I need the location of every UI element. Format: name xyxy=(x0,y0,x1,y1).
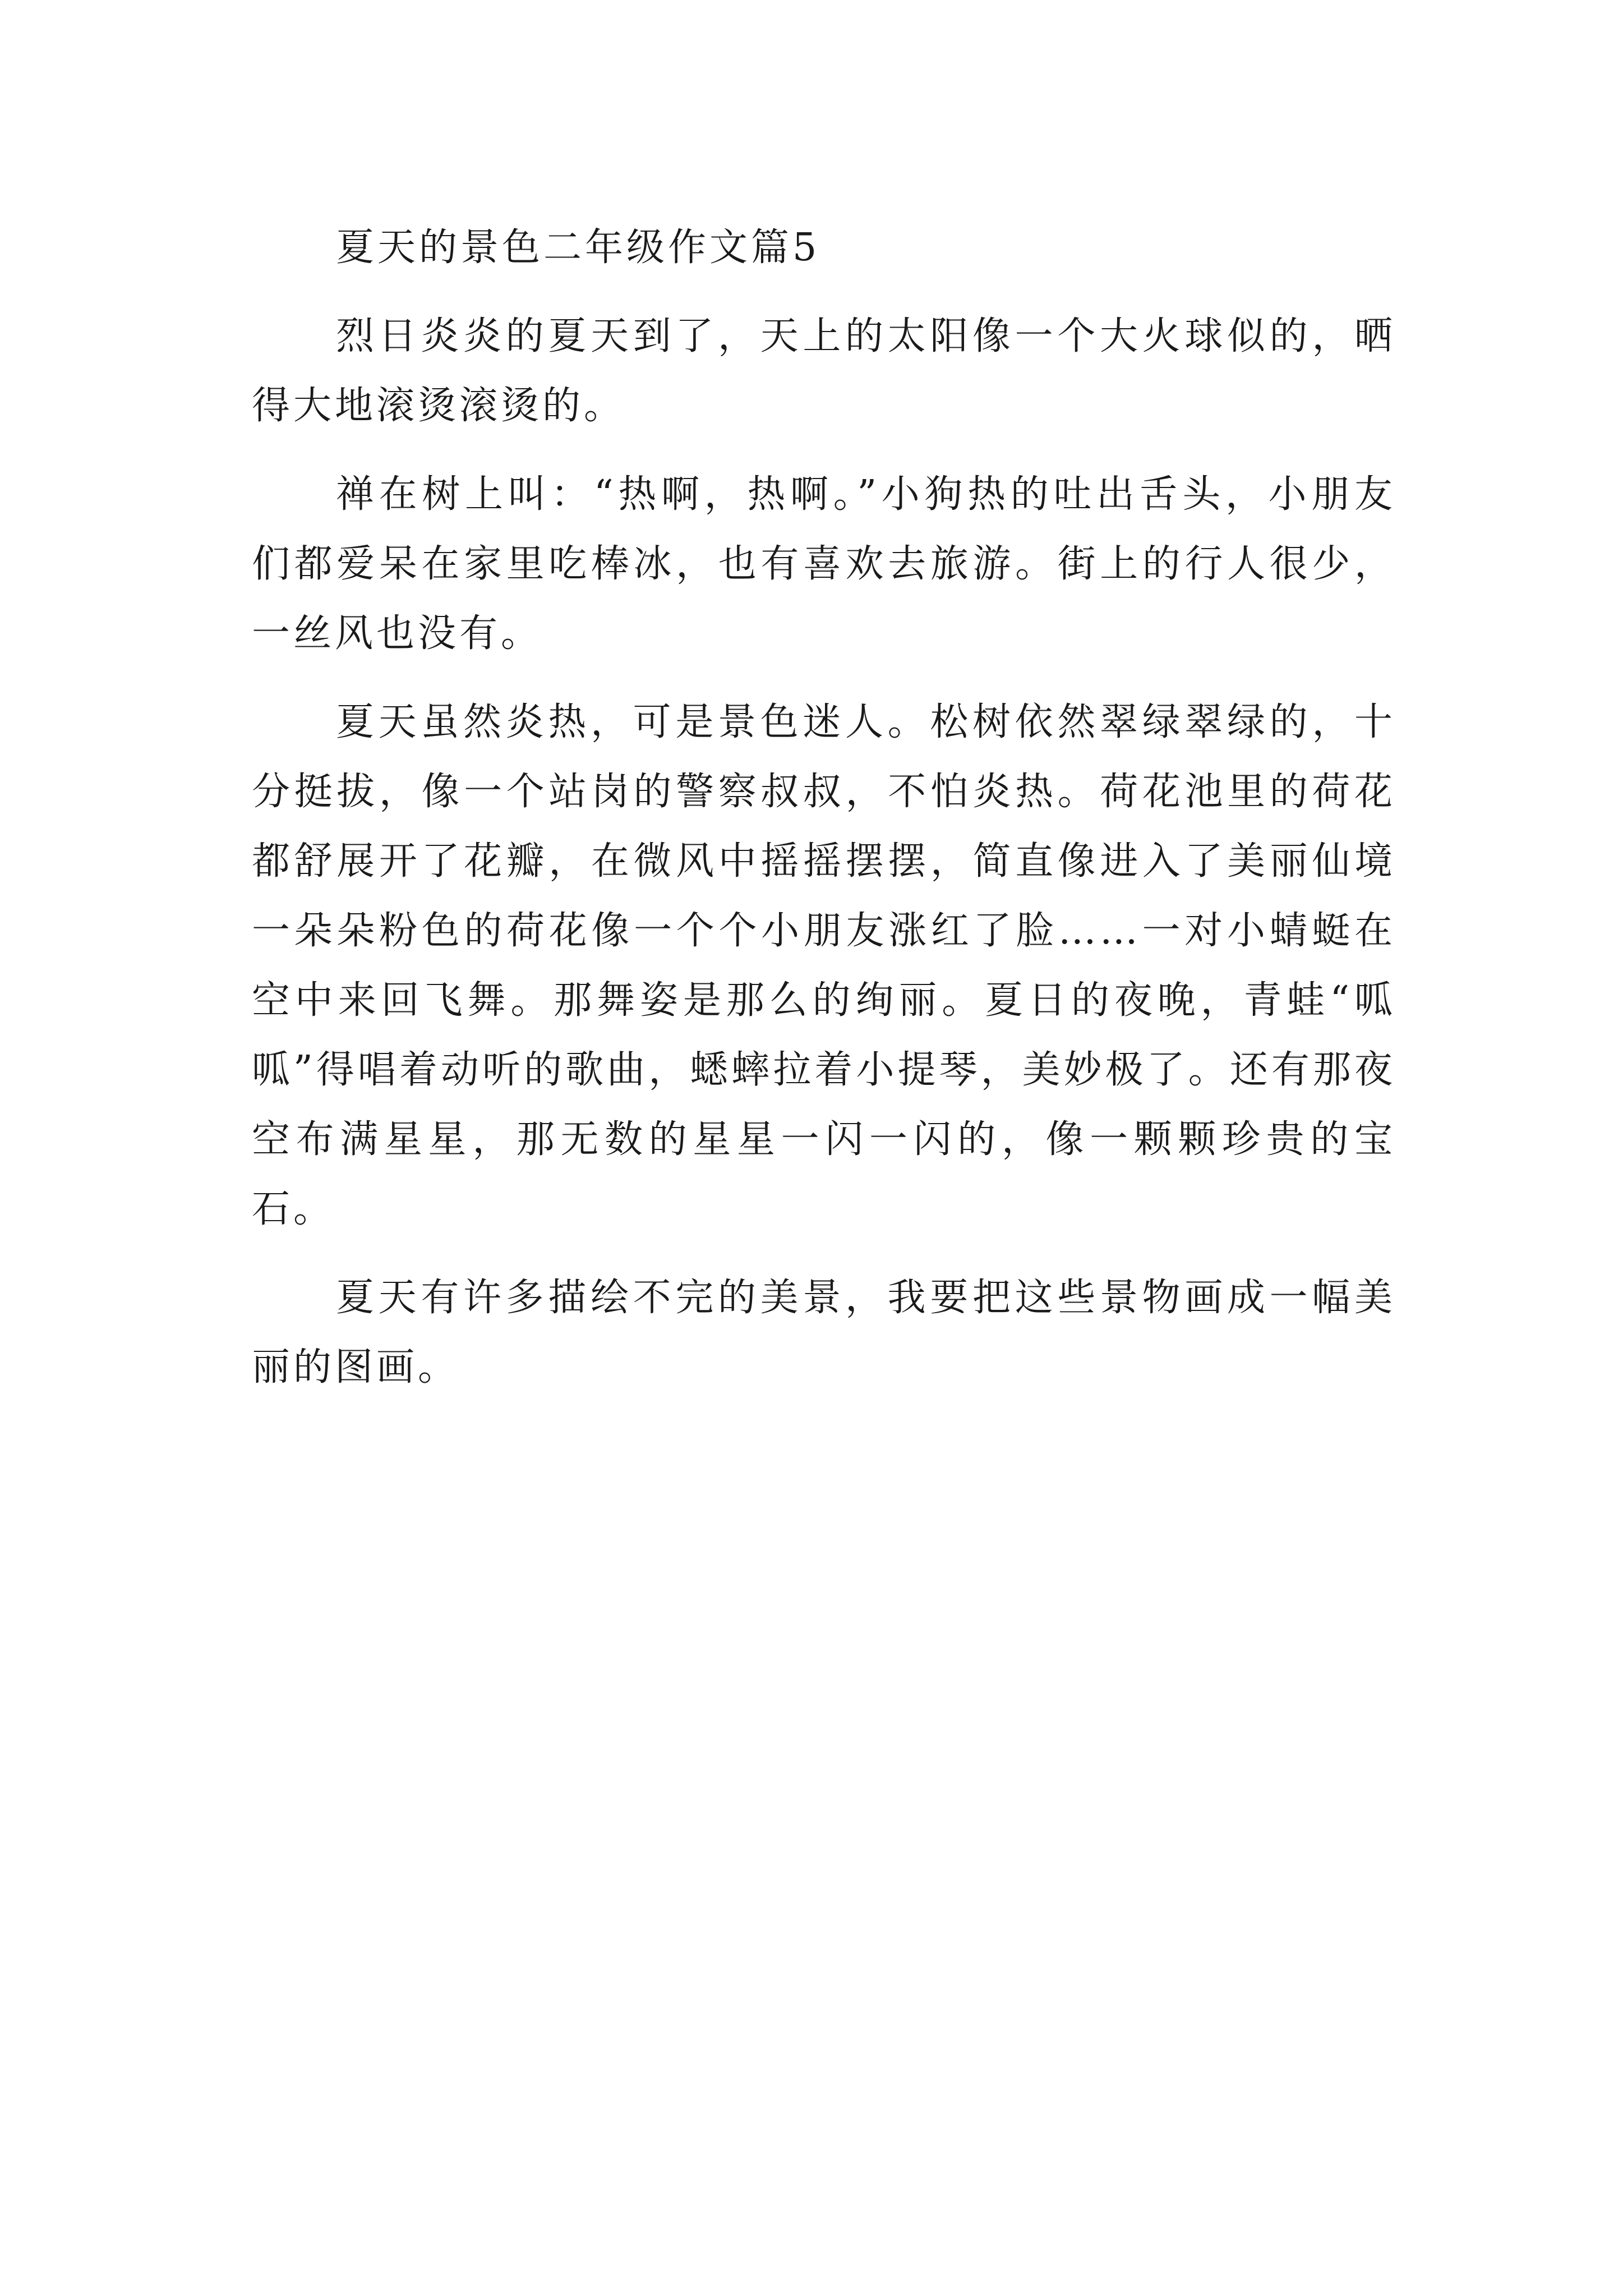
paragraph-2: 禅在树上叫：“热啊，热啊。”小狗热的吐出舌头，小朋友们都爱呆在家里吃棒冰，也有喜欢去旅游。街上的行人很少，一丝风也没有。 xyxy=(252,472,1396,656)
paragraph-4: 夏天有许多描绘不完的美景，我要把这些景物画成一幅美丽的图画。 xyxy=(252,1276,1396,1389)
paragraph-3: 夏天虽然炎热，可是景色迷人。松树依然翠绿翠绿的，十分挺拔，像一个站岗的警察叔叔，不怕炎热。荷花池里的荷花都舒展开了花瓣，在微风中摇摇摆摆，简直像进入了美丽仙境一朵朵粉色的荷花像一个个小朋友涨红了脸……一对小蜻蜓在空中来回飞舞。那舞姿是那么的绚丽。夏日的夜晚，青蛙“呱呱”得唱着动听的歌曲，蟋蟀拉着小提琴，美妙极了。还有那夜空布满星星，那无数的星星一闪一闪的，像一颗颗珍贵的宝石。 xyxy=(252,700,1396,1231)
document-body xyxy=(252,213,1396,1421)
document-title: 夏天的景色二年级作文篇5 xyxy=(336,226,820,270)
paragraph-1: 烈日炎炎的夏天到了，天上的太阳像一个大火球似的，晒得大地滚烫滚烫的。 xyxy=(252,314,1396,428)
